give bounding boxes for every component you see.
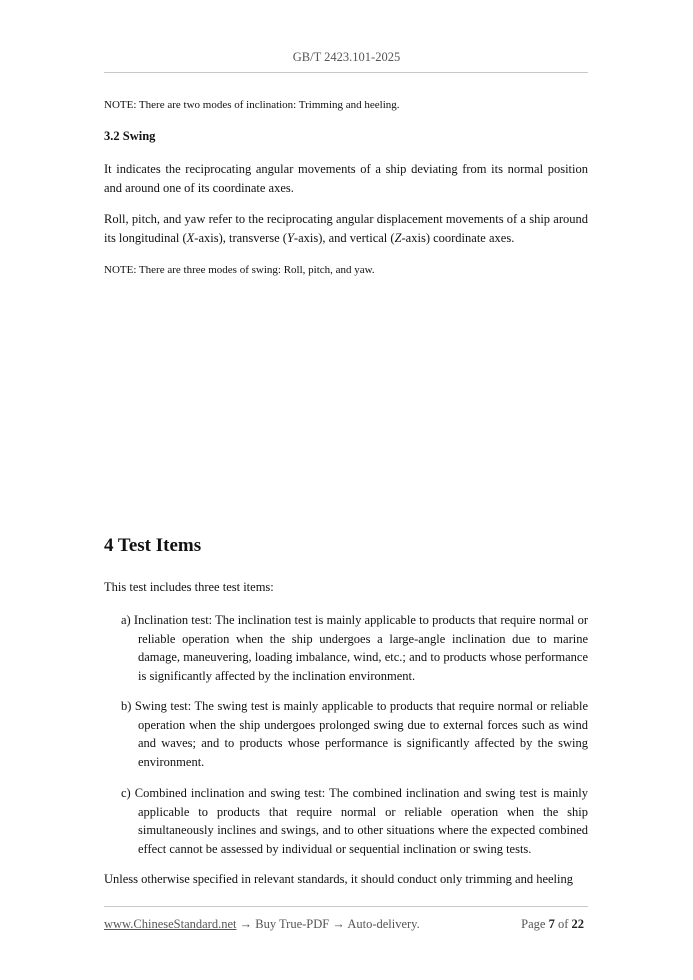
arrow-right-icon: → <box>239 917 253 931</box>
axes-text-2: -axis), transverse ( <box>194 230 287 245</box>
page-current: 7 <box>548 917 555 931</box>
section-heading-swing: 3.2 Swing <box>104 129 156 143</box>
list-item-combined-test: c) Combined inclination and swing test: The combined inclination and swing test is mainly applicable to products that require normal or reliable operation when the ship simultaneously inclines and swings, and to other situations where the expected combined effect cannot be assessed by individual or sequential inclination or swing tests. <box>121 786 588 856</box>
page-footer <box>104 917 588 932</box>
axis-y-symbol: Y <box>286 230 294 245</box>
page-indicator <box>521 917 584 932</box>
swing-definition-paragraph: It indicates the reciprocating angular movements of a ship deviating from its normal position and around one of its coordinate axes. <box>104 162 588 195</box>
footer-divider <box>104 906 588 907</box>
section-heading-test-items: 4 Test Items <box>104 535 202 556</box>
buy-true-pdf-text: Buy True-PDF <box>255 917 330 931</box>
axes-text-4: -axis) coordinate axes. <box>401 230 515 245</box>
header-divider <box>104 72 588 73</box>
list-item-inclination-test: a) Inclination test: The inclination test is mainly applicable to products that require normal or reliable operation when the ship undergoes a large-angle inclination due to marine damage, maneuvering, loading imbalance, wind, etc.; and to products whose performance is significantly affected by the inclination environment. <box>121 613 588 683</box>
standard-id: GB/T 2423.101-2025 <box>292 50 401 64</box>
swing-axes-paragraph <box>104 210 588 247</box>
inclination-note: NOTE: There are two modes of inclination: Trimming and heeling. <box>104 99 400 111</box>
axis-x-symbol: X <box>186 230 195 245</box>
test-items-intro: This test includes three test items: <box>104 580 274 594</box>
axes-text-3: -axis), and vertical ( <box>293 230 395 245</box>
closing-paragraph: Unless otherwise specified in relevant standards, it should conduct only trimming and heeling <box>104 872 573 886</box>
chinesestandard-link[interactable]: www.ChineseStandard.net <box>104 917 237 931</box>
axes-text-1: Roll, pitch, and yaw refer to the reciprocating angular displacement movements of a ship around its longitudinal ( <box>104 212 588 245</box>
arrow-right-icon: → <box>332 917 345 931</box>
page-label: Page <box>521 917 546 931</box>
auto-delivery-text: Auto-delivery. <box>347 917 420 931</box>
of-label: of <box>557 917 569 931</box>
list-item-swing-test: b) Swing test: The swing test is mainly applicable to products that require normal or reliable operation when the ship undergoes prolonged swing due to external forces such as wind and waves; and to products whose performance is significantly affected by the swing environment. <box>121 699 588 769</box>
page-total: 22 <box>571 917 584 931</box>
swing-note: NOTE: There are three modes of swing: Roll, pitch, and yaw. <box>104 264 375 276</box>
page-header <box>0 50 693 65</box>
axis-z-symbol: Z <box>394 230 402 245</box>
